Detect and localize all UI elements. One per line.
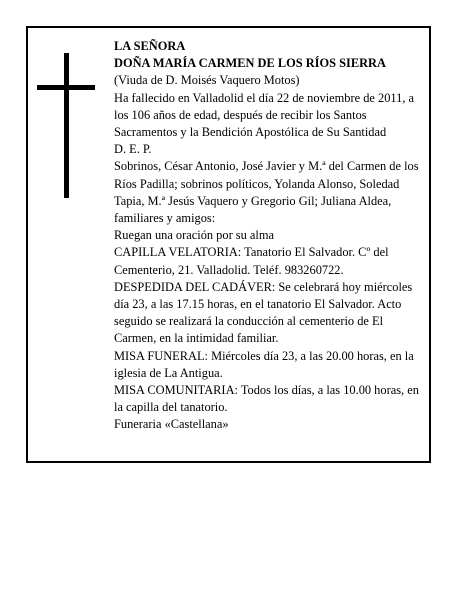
deceased-name: DOÑA MARÍA CARMEN DE LOS RÍOS SIERRA — [114, 56, 386, 71]
obituary-title: LA SEÑORA — [114, 39, 186, 53]
rip-line: D. E. P. — [114, 142, 152, 157]
cross-icon-bar — [37, 85, 95, 90]
community-mass-info: MISA COMUNITARIA: Todos los días, a las 10.00 horas, en la capilla del tanatorio. — [114, 383, 419, 415]
farewell-info: DESPEDIDA DEL CADÁVER: Se celebrará hoy miércoles día 23, a las 17.15 horas, en el tanatorio El Salvador. Acto seguido se realizará la conducción al cementerio de El Carmen, en la intimidad familiar. — [114, 279, 413, 346]
prayer-request: Ruegan una oración por su alma — [114, 228, 274, 243]
widow-of: (Viuda de D. Moisés Vaquero Motos) — [114, 73, 300, 88]
family-list: Sobrinos, César Antonio, José Javier y M.ª del Carmen de los Ríos Padilla; sobrinos políticos, Yolanda Alonso, Soledad Tapia, M.ª Jesús Vaquero y Gregorio Gil; Juliana Aldea, familiares y amigos: — [114, 159, 419, 226]
chapel-info: CAPILLA VELATORIA: Tanatorio El Salvador. Cº del Cementerio, 21. Valladolid. Teléf. 983260722. — [114, 245, 389, 277]
funeral-home: Funeraria «Castellana» — [114, 417, 229, 432]
obituary-text — [114, 38, 419, 434]
death-notice: Ha fallecido en Valladolid el día 22 de noviembre de 2011, a los 106 años de edad, después de recibir los Santos Sacramentos y la Bendición Apostólica de Su Santidad — [114, 90, 415, 140]
cross-icon — [64, 53, 69, 198]
funeral-mass-info: MISA FUNERAL: Miércoles día 23, a las 20.00 horas, en la iglesia de La Antigua. — [114, 348, 414, 380]
